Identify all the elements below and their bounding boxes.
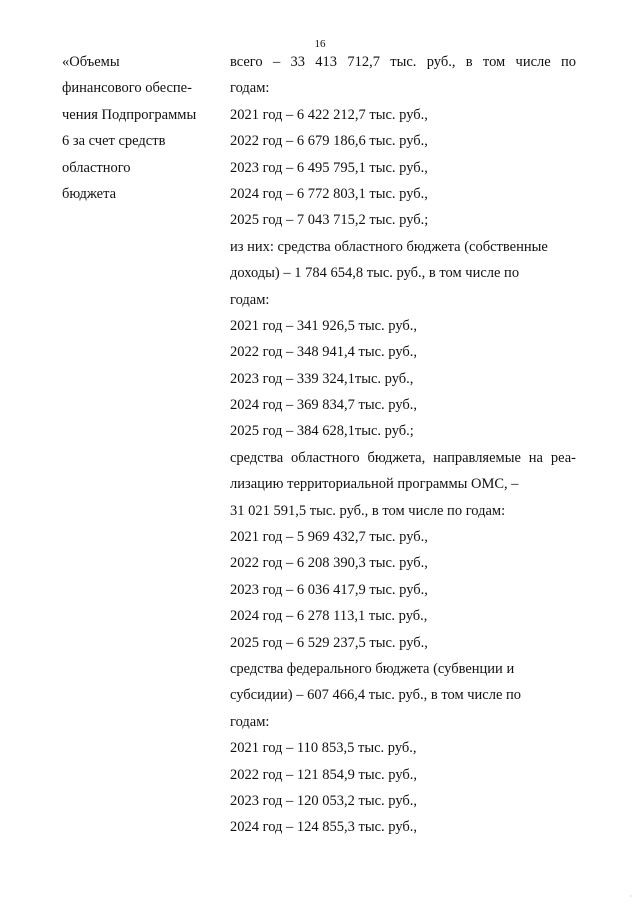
value-line: годам: (230, 291, 270, 308)
year-value-line: 2022 год – 121 854,9 тыс. руб., (230, 766, 418, 783)
value-line: средства федерального бюджета (субвенции и (230, 660, 515, 677)
value-line: субсидии) – 607 466,4 тыс. руб., в том числе по (230, 687, 522, 704)
year-value-line: 2024 год – 6 278 113,1 тыс. руб., (230, 608, 428, 625)
financing-label-column (62, 49, 222, 207)
year-value-line: 2021 год – 110 853,5 тыс. руб., (230, 740, 417, 757)
year-value-line: 2023 год – 339 324,1тыс. руб., (230, 370, 414, 387)
label-line: «Объемы (62, 54, 120, 70)
year-value-line: 2023 год – 120 053,2 тыс. руб., (230, 792, 418, 809)
value-line: 31 021 591,5 тыс. руб., в том числе по годам: (230, 502, 506, 519)
value-line: годам: (230, 80, 270, 97)
label-line: 6 за счет средств (62, 133, 166, 150)
year-value-line: 2025 год – 6 529 237,5 тыс. руб., (230, 634, 428, 651)
financing-values-column (230, 49, 576, 841)
year-value-line: 2022 год – 348 941,4 тыс. руб., (230, 344, 418, 361)
year-value-line: 2021 год – 5 969 432,7 тыс. руб., (230, 529, 428, 546)
year-value-line: 2025 год – 7 043 715,2 тыс. руб.; (230, 212, 429, 229)
label-line: бюджета (62, 185, 117, 202)
corner-mark: · (629, 892, 632, 901)
year-value-line: 2021 год – 341 926,5 тыс. руб., (230, 317, 418, 334)
year-value-line: 2024 год – 369 834,7 тыс. руб., (230, 397, 418, 414)
value-line: средства областного бюджета, направляемые на реа- (230, 449, 576, 466)
value-line: годам: (230, 713, 270, 730)
value-line: из них: средства областного бюджета (собственные (230, 238, 548, 255)
year-value-line: 2025 год – 384 628,1тыс. руб.; (230, 423, 414, 440)
year-value-line: 2024 год – 6 772 803,1 тыс. руб., (230, 185, 428, 202)
year-value-line: 2024 год – 124 855,3 тыс. руб., (230, 819, 418, 836)
value-line: лизацию территориальной программы ОМС, – (230, 476, 519, 493)
label-line: чения Подпрограммы (62, 106, 197, 123)
year-value-line: 2023 год – 6 495 795,1 тыс. руб., (230, 159, 428, 176)
year-value-line: 2022 год – 6 679 186,6 тыс. руб., (230, 133, 428, 150)
year-value-line: 2021 год – 6 422 212,7 тыс. руб., (230, 106, 428, 123)
label-line: финансового обеспе- (62, 80, 192, 97)
total-line: всего – 33 413 712,7 тыс. руб., в том числе по (230, 54, 576, 70)
year-value-line: 2023 год – 6 036 417,9 тыс. руб., (230, 581, 428, 598)
value-line: доходы) – 1 784 654,8 тыс. руб., в том числе по (230, 265, 520, 282)
year-value-line: 2022 год – 6 208 390,3 тыс. руб., (230, 555, 428, 572)
label-line: областного (62, 159, 131, 176)
page-number: 16 (314, 38, 326, 50)
